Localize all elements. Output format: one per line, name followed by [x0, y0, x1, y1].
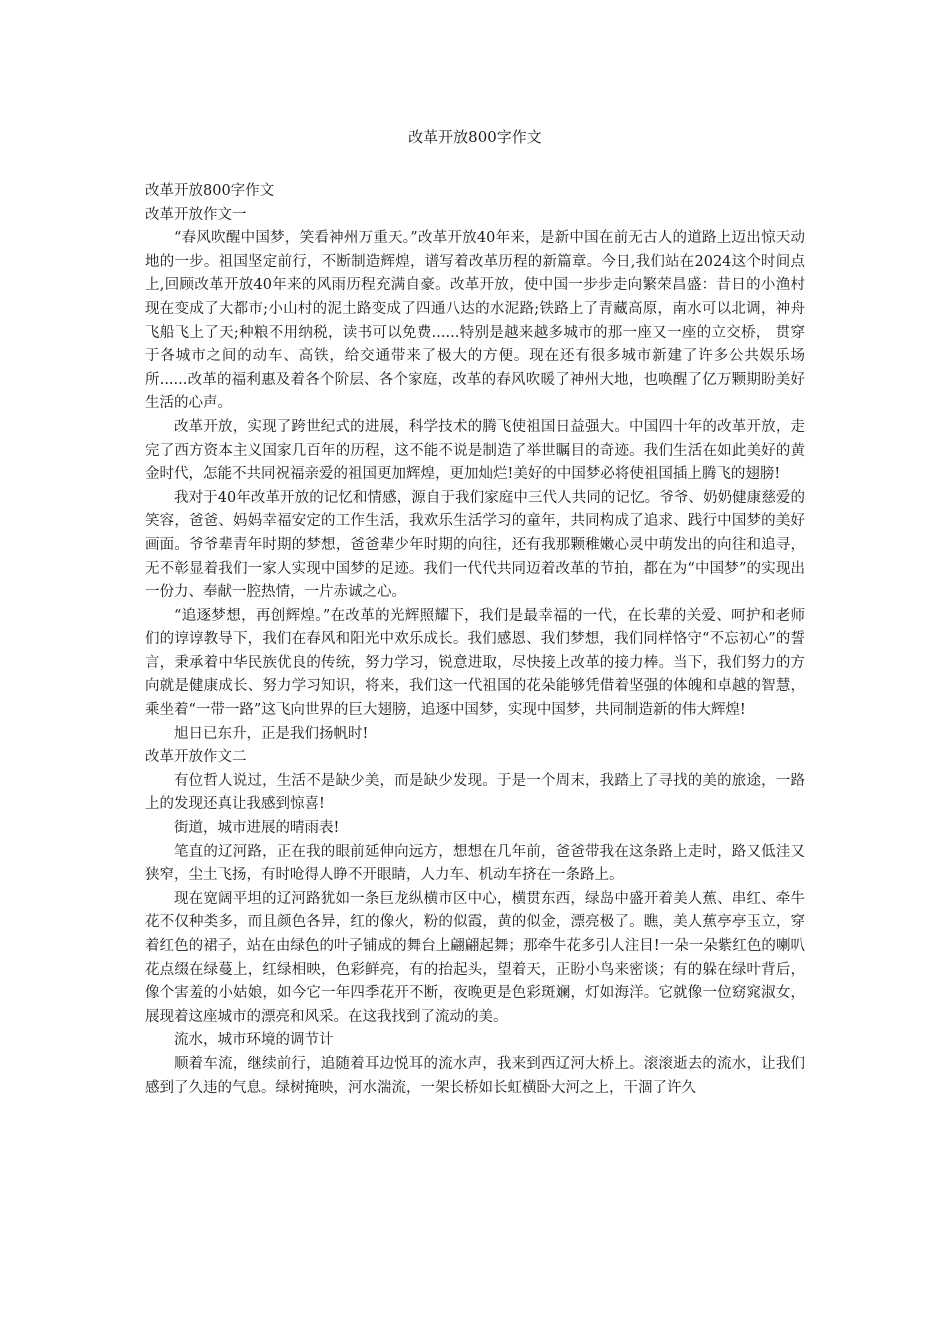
essay-2-heading: 改革开放作文二 [145, 749, 247, 766]
essay-1-heading: 改革开放作文一 [145, 206, 247, 223]
essay-1-paragraph: 改革开放，实现了跨世纪式的进展，科学技术的腾飞使祖国日益强大。中国四十年的改革开放，走完了西方资本主义国家几百年的历程，这不能不说是制造了举世瞩目的奇迹。我们生活在如此美好的黄金时代，怎能不共同祝福亲爱的祖国更加辉煌，更加灿烂!美好的中国梦必将使祖国插上腾飞的翅膀! [145, 418, 805, 483]
essay-2-paragraph: 顺着车流，继续前行，追随着耳边悦耳的流水声，我来到西辽河大桥上。滚滚逝去的流水，让我们感到了久违的气息。绿树掩映，河水湍流，一架长桥如长虹横卧大河之上，干涸了许久 [145, 1055, 805, 1096]
document-title: 改革开放800字作文 [408, 128, 542, 146]
essay-2-paragraph: 流水，城市环境的调节计 [174, 1032, 334, 1049]
document-heading: 改革开放800字作文 [145, 183, 275, 199]
essay-1-paragraph: 旭日已东升，正是我们扬帆时! [174, 725, 369, 742]
essay-1-paragraph: 我对于40年改革开放的记忆和情感，源自于我们家庭中三代人共同的记忆。爷爷、奶奶健康慈爱的笑容，爸爸、妈妈幸福安定的工作生活，我欢乐生活学习的童年，共同构成了追求、践行中国梦的美好画面。爷爷辈青年时期的梦想，爸爸辈少年时期的向往，还有我那颗稚嫩心灵中萌发出的向往和追寻，无不彰显着我们一家人实现中国梦的足迹。我们一代代共同迈着改革的节拍，都在为“中国梦”的实现出一份力、奉献一腔热情，一片赤诚之心。 [145, 489, 805, 601]
essay-2-paragraph: 笔直的辽河路，正在我的眼前延伸向远方，想想在几年前，爸爸带我在这条路上走时，路又低洼又狭窄，尘土飞扬，有时呛得人睁不开眼睛，人力车、机动车挤在一条路上。 [145, 843, 805, 884]
essay-1-paragraph: “春风吹醒中国梦，笑看神州万重天。”改革开放40年来，是新中国在前无古人的道路上迈出惊天动地的一步。祖国坚定前行，不断制造辉煌，谱写着改革历程的新篇章。今日,我们站在2024这个时间点上,回顾改革开放40年来的风雨历程充满自豪。改革开放，使中国一步步走向繁荣昌盛：昔日的小渔村现在变成了大都市;小山村的泥土路变成了四通八达的水泥路;铁路上了青藏高原，南水可以北调，神舟飞船飞上了天;种粮不用纳税，读书可以免费......特别是越来越多城市的那一座又一座的立交桥， 贯穿于各城市之间的动车、高铁，给交通带来了极大的方便。现在还有很多城市新建了许多公共娱乐场所......改革的福利惠及着各个阶层、各个家庭，改革的春风吹暖了神州大地，也唤醒了亿万颗期盼美好生活的心声。 [145, 230, 805, 412]
document-body [145, 180, 805, 1100]
essay-2-paragraph: 有位哲人说过，生活不是缺少美，而是缺少发现。于是一个周末，我踏上了寻找的美的旅途，一路上的发现还真让我感到惊喜! [145, 772, 805, 813]
essay-1-paragraph: “追逐梦想，再创辉煌。”在改革的光辉照耀下，我们是最幸福的一代，在长辈的关爱、呵护和老师们的谆谆教导下，我们在春风和阳光中欢乐成长。我们感恩、我们梦想，我们同样恪守“不忘初心”的誓言，秉承着中华民族优良的传统，努力学习，锐意进取，尽快接上改革的接力棒。当下，我们努力的方向就是健康成长、努力学习知识，将来，我们这一代祖国的花朵能够凭借着坚强的体魄和卓越的智慧，乘坐着“一带一路”这飞向世界的巨大翅膀，追逐中国梦，实现中国梦，共同制造新的伟大辉煌! [145, 607, 805, 719]
essay-2-paragraph: 现在宽阔平坦的辽河路犹如一条巨龙纵横市区中心，横贯东西，绿岛中盛开着美人蕉、串红、牵牛花不仅种类多，而且颜色各异，红的像火，粉的似霞，黄的似金，漂亮极了。瞧，美人蕉亭亭玉立，穿着红色的裙子，站在由绿色的叶子铺成的舞台上翩翩起舞；那牵牛花多引人注目!一朵一朵紫红色的喇叭花点缀在绿蔓上，红绿相映，色彩鲜亮，有的抬起头，望着天，正盼小鸟来密谈；有的躲在绿叶背后，像个害羞的小姑娘，如今它一年四季花开不断，夜晚更是色彩斑斓，灯如海洋。它就像一位窈窕淑女，展现着这座城市的漂亮和风采。在这我找到了流动的美。 [145, 890, 805, 1025]
essay-2-paragraph: 街道，城市进展的晴雨表! [174, 820, 340, 837]
